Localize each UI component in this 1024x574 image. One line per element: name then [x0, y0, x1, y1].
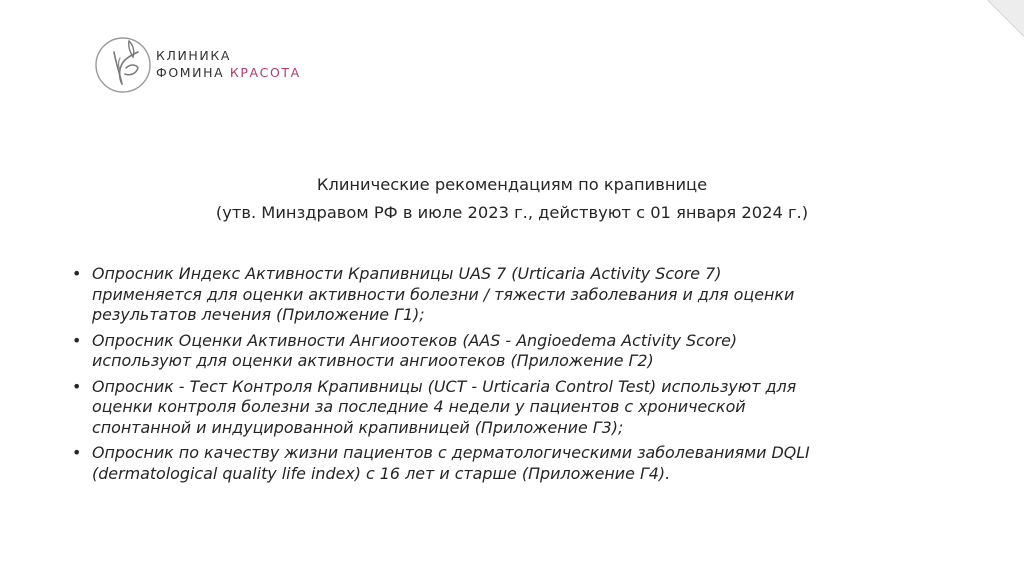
leaf-face-circle-logo-icon	[92, 30, 158, 96]
list-item-line: оценки контроля болезни за последние 4 недели у пациентов с хронической	[92, 397, 746, 416]
list-item-line: Опросник - Тест Контроля Крапивницы (UCT - Urticaria Control Test) используют для	[92, 376, 797, 396]
logo-wordmark	[156, 47, 301, 81]
list-item	[72, 377, 952, 439]
list-item-line: Опросник Индекс Активности Крапивницы UAS 7 (Urticaria Activity Score 7)	[92, 264, 722, 283]
bullet-dot: •	[72, 264, 82, 283]
list-item-line: используют для оценки активности ангиоотеков (Приложение Г2)	[92, 351, 654, 370]
bullet-dot: •	[72, 330, 82, 350]
list-item	[72, 443, 952, 484]
list-item-line: Опросник по качеству жизни пациентов с дерматологическими заболеваниями DQLI	[92, 443, 810, 462]
bullet-dot: •	[72, 376, 82, 396]
list-item	[72, 331, 952, 372]
heading-subtitle: (утв. Минздравом РФ в июле 2023 г., действуют с 01 января 2024 г.)	[215, 203, 809, 222]
heading-title: Клинические рекомендациям по крапивнице	[316, 175, 708, 194]
clinic-logo	[92, 30, 332, 100]
list-item-line: спонтанной и индуцированной крапивницей (Приложение Г3);	[92, 417, 624, 437]
logo-line-1: КЛИНИКА	[156, 48, 231, 63]
logo-line-2	[156, 64, 301, 81]
questionnaire-list	[72, 264, 952, 489]
logo-word-krasota: КРАСОТА	[229, 65, 301, 80]
logo-word-fomina: ФОМИНА	[156, 65, 225, 80]
list-item-line: результатов лечения (Приложение Г1);	[92, 305, 425, 324]
list-item-line: (dermatological quality life index) с 16 лет и старше (Приложение Г4).	[92, 463, 671, 483]
list-item	[72, 264, 952, 326]
list-item-line: применяется для оценки активности болезни / тяжести заболевания и для оценки	[92, 284, 795, 304]
list-item-line: Опросник Оценки Активности Ангиоотеков (AAS - Angioedema Activity Score)	[92, 330, 738, 350]
bullet-dot: •	[72, 443, 82, 462]
page-heading	[0, 171, 1024, 227]
